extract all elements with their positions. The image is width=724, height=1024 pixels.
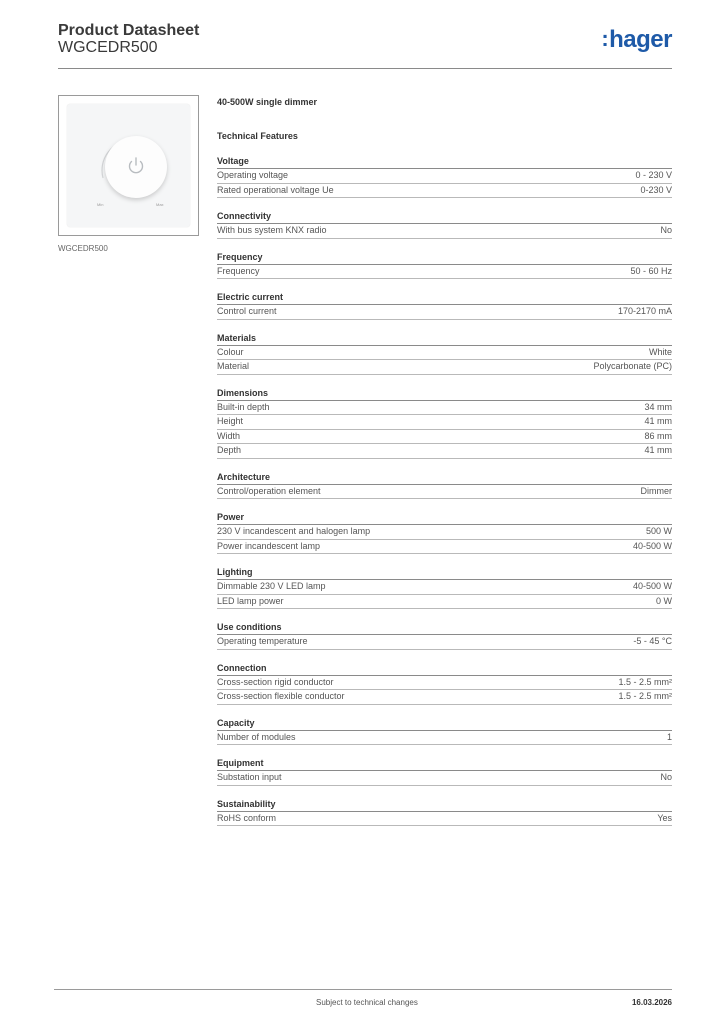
spec-label: RoHS conform (217, 812, 277, 823)
spec-row (217, 305, 672, 320)
spec-value: 86 mm (644, 430, 672, 441)
spec-value: 170-2170 mA (617, 306, 672, 316)
section-title: Lighting (217, 566, 672, 580)
logo-text: hager (609, 26, 672, 53)
spec-section (217, 471, 672, 500)
spec-row (217, 415, 672, 430)
spec-value: No (660, 772, 672, 782)
spec-row (217, 525, 672, 540)
section-title: Connection (217, 662, 672, 676)
section-title: Power (217, 511, 672, 525)
footer-note: Subject to technical changes (316, 998, 418, 1007)
section-title: Materials (217, 332, 672, 346)
spec-label: Built-in depth (217, 401, 270, 412)
spec-section (217, 566, 672, 609)
spec-value: 41 mm (644, 445, 672, 455)
spec-value: Dimmer (640, 485, 672, 496)
spec-row (217, 485, 672, 500)
spec-label: Substation input (217, 772, 282, 782)
plate-label-max: Max (156, 202, 164, 207)
spec-value: 40-500 W (632, 540, 672, 551)
footer-date: 16.03.2026 (631, 998, 672, 1007)
spec-label: Operating voltage (217, 170, 289, 180)
section-title: Dimensions (217, 387, 672, 401)
spec-value: 500 W (645, 526, 672, 536)
product-subtitle: 40-500W single dimmer (217, 97, 318, 107)
spec-row (217, 580, 672, 595)
section-title: Architecture (217, 471, 672, 485)
spec-row (217, 184, 672, 199)
spec-row (217, 812, 672, 827)
section-title: Connectivity (217, 210, 672, 224)
spec-value: 1.5 - 2.5 mm² (618, 691, 672, 701)
spec-label: Colour (217, 346, 244, 357)
dimmer-plate (67, 104, 190, 227)
spec-row (217, 401, 672, 416)
spec-row (217, 676, 672, 691)
hager-logo (601, 26, 672, 54)
document-title: Product Datasheet (58, 22, 200, 39)
spec-label: Operating temperature (217, 636, 308, 646)
plate-label-min: Min (97, 202, 104, 207)
spec-label: Rated operational voltage Ue (217, 184, 334, 195)
spec-label: Height (217, 416, 244, 426)
section-title: Equipment (217, 757, 672, 771)
spec-row (217, 540, 672, 555)
technical-features-heading: Technical Features (217, 131, 298, 141)
logo-dots-icon: : (601, 26, 609, 51)
spec-label: Cross-section flexible conductor (217, 691, 345, 701)
spec-value: 0-230 V (640, 184, 672, 195)
spec-section (217, 387, 672, 459)
page-header (58, 20, 672, 69)
spec-section (217, 662, 672, 705)
spec-sections (217, 155, 672, 826)
section-title: Use conditions (217, 621, 672, 635)
spec-value: White (648, 346, 672, 357)
spec-label: 230 V incandescent and halogen lamp (217, 526, 371, 536)
spec-value: 0 W (655, 595, 672, 606)
spec-value: No (660, 225, 672, 235)
spec-row (217, 444, 672, 459)
section-title: Capacity (217, 717, 672, 731)
spec-row (217, 771, 672, 786)
spec-section (217, 210, 672, 239)
spec-section (217, 251, 672, 280)
spec-row (217, 265, 672, 280)
section-title: Voltage (217, 155, 672, 169)
spec-section (217, 621, 672, 650)
spec-row (217, 595, 672, 610)
spec-value: 1.5 - 2.5 mm² (618, 676, 672, 687)
spec-row (217, 690, 672, 705)
spec-row (217, 635, 672, 650)
image-caption: WGCEDR500 (58, 244, 108, 253)
spec-section (217, 717, 672, 746)
power-icon (125, 155, 147, 177)
spec-value: 34 mm (644, 401, 672, 412)
section-title: Sustainability (217, 798, 672, 812)
spec-label: Frequency (217, 265, 260, 276)
spec-value: Yes (657, 812, 672, 823)
product-code: WGCEDR500 (58, 39, 158, 56)
spec-row (217, 430, 672, 445)
spec-label: Depth (217, 445, 242, 455)
spec-value: 40-500 W (632, 581, 672, 591)
spec-label: Width (217, 430, 241, 441)
spec-label: Cross-section rigid conductor (217, 676, 334, 687)
spec-section (217, 798, 672, 827)
spec-row (217, 224, 672, 239)
spec-label: Material (217, 361, 250, 371)
spec-row (217, 169, 672, 184)
spec-value: 1 (666, 731, 672, 742)
spec-section (217, 155, 672, 198)
spec-section (217, 511, 672, 554)
page-footer (54, 989, 672, 1007)
spec-label: Dimmable 230 V LED lamp (217, 581, 326, 591)
spec-value: 41 mm (644, 416, 672, 426)
spec-value: 0 - 230 V (635, 170, 672, 180)
dimmer-knob (105, 136, 167, 198)
spec-value: Polycarbonate (PC) (593, 361, 672, 371)
spec-label: Power incandescent lamp (217, 540, 321, 551)
specifications (217, 95, 672, 826)
spec-row (217, 360, 672, 375)
spec-section (217, 757, 672, 786)
section-title: Frequency (217, 251, 672, 265)
spec-label: Control current (217, 306, 277, 316)
spec-value: -5 - 45 °C (633, 636, 672, 646)
spec-value: 50 - 60 Hz (630, 265, 672, 276)
spec-label: With bus system KNX radio (217, 225, 327, 235)
section-title: Electric current (217, 291, 672, 305)
spec-label: Control/operation element (217, 485, 321, 496)
spec-label: LED lamp power (217, 595, 284, 606)
spec-section (217, 291, 672, 320)
spec-row (217, 731, 672, 746)
product-image (58, 95, 199, 236)
spec-section (217, 332, 672, 375)
spec-label: Number of modules (217, 731, 296, 742)
spec-row (217, 346, 672, 361)
